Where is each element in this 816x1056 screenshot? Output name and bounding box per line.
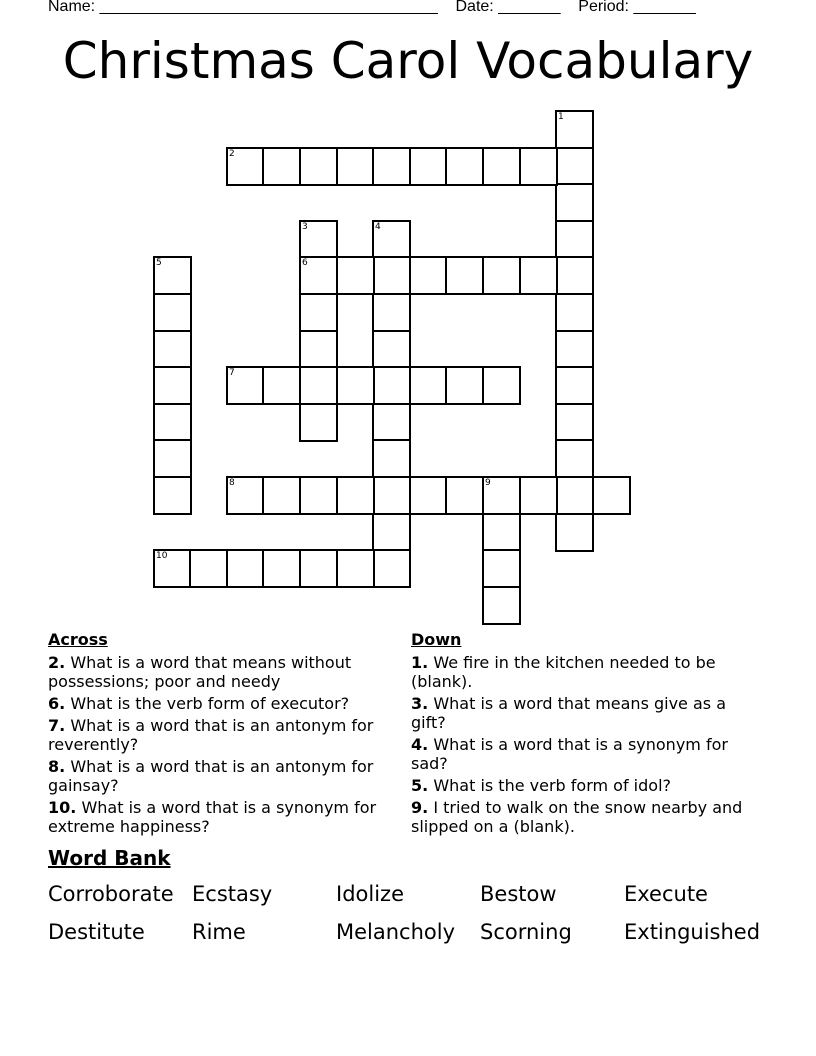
crossword-cell[interactable]: [153, 476, 192, 515]
clue-number-label: 7: [229, 368, 235, 378]
clue-across-8: 8. What is a word that is an antonym for gainsay?: [48, 757, 374, 795]
crossword-cell[interactable]: [409, 256, 448, 295]
crossword-cell[interactable]: [555, 256, 594, 295]
clue-number-label: 5: [156, 258, 162, 268]
crossword-cell[interactable]: [336, 256, 375, 295]
clue-across-10: 10. What is a word that is a synonym for extreme happiness?: [48, 798, 377, 836]
clue-down-1: 1. We fire in the kitchen needed to be (blank).: [411, 653, 716, 691]
word-bank-word: Idolize: [336, 882, 404, 906]
down-clues: [411, 630, 751, 839]
clue-across-2: 2. What is a word that means without possessions; poor and needy: [48, 653, 352, 691]
crossword-cell[interactable]: [299, 293, 338, 332]
crossword-cell[interactable]: [445, 256, 484, 295]
crossword-cell[interactable]: [482, 549, 521, 588]
clue-down-3: 3. What is a word that means give as a gift?: [411, 694, 727, 732]
clue-number-label: 9: [485, 478, 491, 488]
clue-down-4: 4. What is a word that is a synonym for sad?: [411, 735, 728, 773]
crossword-cell[interactable]: [372, 293, 411, 332]
crossword-cell[interactable]: [445, 366, 484, 405]
crossword-cell[interactable]: [153, 439, 192, 478]
crossword-cell[interactable]: [555, 293, 594, 332]
crossword-cell[interactable]: [153, 293, 192, 332]
period-label: Period:: [578, 0, 629, 15]
crossword-cell[interactable]: [555, 183, 594, 222]
across-heading: Across: [48, 630, 108, 649]
crossword-cell[interactable]: [555, 513, 594, 552]
crossword-cell[interactable]: [555, 476, 594, 515]
clue-number-label: 10: [156, 551, 168, 561]
word-bank-word: Execute: [624, 882, 708, 906]
crossword-cell[interactable]: [409, 476, 448, 515]
word-bank-word: Scorning: [480, 920, 572, 944]
crossword-cell[interactable]: [299, 147, 338, 186]
clue-number-label: 4: [375, 222, 381, 232]
word-bank-word: Rime: [192, 920, 246, 944]
crossword-cell[interactable]: [153, 366, 192, 405]
period-line[interactable]: _______: [633, 0, 696, 15]
name-line[interactable]: ______________________________________: [99, 0, 438, 15]
crossword-cell[interactable]: [555, 220, 594, 259]
crossword-cell[interactable]: [482, 513, 521, 552]
crossword-cell[interactable]: [189, 549, 228, 588]
crossword-cell[interactable]: [262, 366, 301, 405]
crossword-cell[interactable]: [372, 403, 411, 442]
word-bank-word: Ecstasy: [192, 882, 273, 906]
crossword-cell[interactable]: [336, 476, 375, 515]
clue-across-6: 6. What is the verb form of executor?: [48, 694, 350, 713]
down-heading: Down: [411, 630, 462, 649]
across-clues: [48, 630, 388, 839]
crossword-cell[interactable]: [445, 147, 484, 186]
clue-number-label: 6: [302, 258, 308, 268]
crossword-cell[interactable]: [299, 403, 338, 442]
crossword-cell[interactable]: [299, 330, 338, 369]
crossword-cell[interactable]: [482, 147, 521, 186]
crossword-cell[interactable]: [445, 476, 484, 515]
crossword-cell[interactable]: [226, 549, 265, 588]
crossword-cell[interactable]: [262, 147, 301, 186]
crossword-cell[interactable]: [262, 549, 301, 588]
word-bank-word: Destitute: [48, 920, 145, 944]
crossword-cell[interactable]: [519, 476, 558, 515]
word-bank-word: Extinguished: [624, 920, 761, 944]
crossword-cell[interactable]: [555, 439, 594, 478]
crossword-cell[interactable]: [372, 549, 411, 588]
crossword-cell[interactable]: [372, 439, 411, 478]
crossword-cell[interactable]: [336, 147, 375, 186]
crossword-cell[interactable]: [592, 476, 631, 515]
crossword-cell[interactable]: [519, 147, 558, 186]
crossword-cell[interactable]: [372, 256, 411, 295]
crossword-cell[interactable]: [372, 330, 411, 369]
crossword-cell[interactable]: [555, 147, 594, 186]
crossword-cell[interactable]: [336, 549, 375, 588]
crossword-cell[interactable]: [482, 586, 521, 625]
crossword-cell[interactable]: [336, 366, 375, 405]
clue-number-label: 8: [229, 478, 235, 488]
name-label: Name:: [48, 0, 96, 15]
clue-number-label: 2: [229, 149, 235, 159]
crossword-cell[interactable]: [299, 549, 338, 588]
crossword-cell[interactable]: [555, 330, 594, 369]
crossword-cell[interactable]: [372, 513, 411, 552]
word-bank-word: Corroborate: [48, 882, 174, 906]
word-bank-word: Melancholy: [336, 920, 456, 944]
crossword-cell[interactable]: [153, 403, 192, 442]
word-bank-word: Bestow: [480, 882, 557, 906]
crossword-cell[interactable]: [372, 476, 411, 515]
crossword-cell[interactable]: [409, 366, 448, 405]
crossword-cell[interactable]: [299, 476, 338, 515]
clue-across-7: 7. What is a word that is an antonym for reverently?: [48, 716, 374, 754]
crossword-cell[interactable]: [153, 330, 192, 369]
crossword-cell[interactable]: [299, 366, 338, 405]
crossword-cell[interactable]: [555, 403, 594, 442]
word-bank-title: Word Bank: [48, 846, 171, 870]
date-label: Date:: [455, 0, 494, 15]
page-title: Christmas Carol Vocabulary: [62, 32, 754, 90]
crossword-cell[interactable]: [482, 366, 521, 405]
clue-down-5: 5. What is the verb form of idol?: [411, 776, 672, 795]
clue-number-label: 3: [302, 222, 308, 232]
date-line[interactable]: _______: [498, 0, 561, 15]
clue-number-label: 1: [558, 112, 564, 122]
crossword-cell[interactable]: [262, 476, 301, 515]
crossword-cell[interactable]: [372, 147, 411, 186]
crossword-cell[interactable]: [555, 366, 594, 405]
crossword-cell[interactable]: [409, 147, 448, 186]
crossword-cell[interactable]: [372, 366, 411, 405]
crossword-cell[interactable]: [482, 256, 521, 295]
crossword-cell[interactable]: [519, 256, 558, 295]
clue-down-9: 9. I tried to walk on the snow nearby and slipped on a (blank).: [411, 798, 743, 836]
